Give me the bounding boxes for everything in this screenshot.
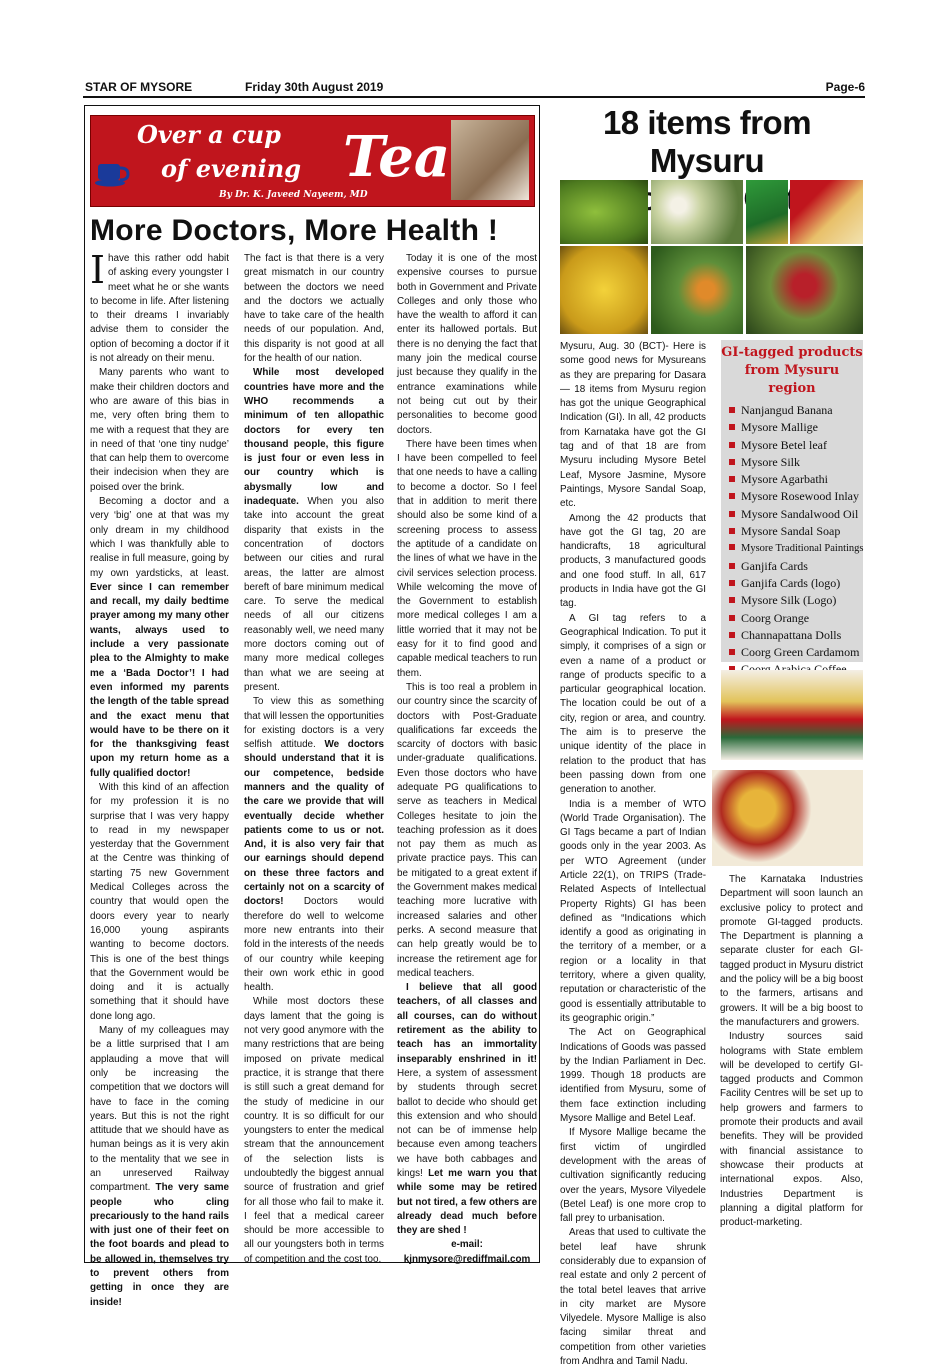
gi-article-column-2 bbox=[720, 873, 863, 1230]
bullet-square-icon bbox=[729, 649, 735, 655]
bullet-square-icon bbox=[729, 615, 735, 621]
gi-products-box bbox=[721, 340, 863, 662]
paragraph: Among the 42 products that have got the GI tag, 20 are handicrafts, 18 agricultural products, 3 manufactured goods and one food stuff. In all, 617 products in India have got the GI tag. bbox=[560, 512, 706, 610]
email-label: e-mail: bbox=[451, 1239, 483, 1251]
list-item: Coorg Orange bbox=[729, 610, 863, 627]
paragraph: This is too real a problem in our country since the scarcity of doctors with Post-Graduate qualifications far exceeds the scarcity of doctors with basic under-graduate qualifications. Even those doctors who have adequate PG qualifications to serve as teachers in Medical Colleges hesitate to join the teaching profession as it does not pay them as much as private practice pays. This can be mitigated to a great extent if the Government makes medical teaching more lucrative with increased salaries and other perks. A second measure that can help greatly would be to increase the retirement age for medical teachers. bbox=[397, 681, 537, 979]
bullet-square-icon bbox=[729, 407, 735, 413]
list-item: Mysore Sandalwood Oil bbox=[729, 506, 863, 523]
paragraph: The Act on Geographical Indications of Goods was passed by the Indian Parliament in Dec. 1999. Though 18 products are identified from Mysuru, some of them face extinction including Mysore Mallige and Betel Leaf. bbox=[560, 1027, 706, 1125]
paragraph: India is a member of WTO (World Trade Organisation). The GI Tags became a part of Indian goods only in the year 2003. As per WTO Agreement (under Article 22(1), on TRIPS (Trade-Related Aspects of Intellectual Property Rights) GI has been defined as “Indications which identify a good as originating in the territory of a member, or a region or a locality in that territory, where a given quality, reputation or characteristic of the good is essentially attributable to its geographic origin.” bbox=[560, 798, 706, 1024]
ganjifa-cards-photo bbox=[712, 770, 863, 866]
paragraph: Many parents who want to make their children doctors and who are aware of this bias in me, very often bring them to me with a request that they are in need of that ‘one tiny nudge’ that can help them to overcome their indecision when they are poised over the brink. bbox=[90, 367, 229, 493]
paragraph: Industry sources said holograms with State emblem will be developed to certify GI-tagged products and Common Facility Centres will be set up to help growers and farmers to promote their products and avail benefits. They will be provided with financial assistance to showcase their products at international expos. Also, Industries Department is planning a digital platform for product-marketing. bbox=[720, 1031, 863, 1229]
gi-box-title: GI-tagged products from Mysuru region bbox=[721, 345, 863, 396]
banana-photo bbox=[560, 246, 648, 334]
list-item: Channapattana Dolls bbox=[729, 627, 863, 644]
list-item: Mysore Mallige bbox=[729, 419, 863, 436]
paragraph: While most developed countries have more and the WHO recommends a minimum of ten allopathic doctors for every ten thousand people, this figure is just four or even less in our country which is abysmally low and inadequate. When you also take into account the great disparity that exists in the concentration of doctors between our cities and rural areas, the latter are almost bereft of bare minimum medical care. To serve the medical needs of all our citizens reasonably well, we need many more doctors coming out of many more medical colleges than what we are seeing at present. bbox=[244, 367, 384, 693]
page-header bbox=[83, 78, 865, 98]
coffee-berries-photo bbox=[746, 246, 863, 334]
orange-tree-photo bbox=[651, 246, 743, 334]
bullet-square-icon bbox=[729, 580, 735, 586]
page-number: Page-6 bbox=[825, 80, 865, 94]
list-item: Ganjifa Cards bbox=[729, 558, 863, 575]
paragraph: While most doctors these days lament that the going is not very good anymore with the many restrictions that are being imposed on private medical practice, it is strange that there is still such a great demand for the study of medicine in our country. It is so difficult for our youngsters to enter the medical stream that the announcement of the selection lists is undoubtedly the biggest annual source of frustration and grief for all those who fail to make it. I feel that a medical career should be more accessible to all our youngsters both in terms of competition and the cost too. bbox=[244, 996, 384, 1265]
issue-date: Friday 30th August 2019 bbox=[245, 80, 384, 94]
banner-line2: of evening bbox=[161, 154, 301, 183]
article-column-2 bbox=[244, 252, 384, 1267]
bullet-square-icon bbox=[729, 544, 735, 550]
paragraph: Areas that used to cultivate the betel leaf have shrunk considerably due to expansion of real estate and only 2 percent of the total betel leaves that arrive in city market are Mysore Vilyedele. Mysore Mallige is also facing similar threat and competition from other varieties from Andhra and Tamil Nadu. bbox=[560, 1227, 706, 1368]
bullet-square-icon bbox=[729, 459, 735, 465]
sandal-soap-photo bbox=[790, 180, 863, 244]
list-item: Ganjifa Cards (logo) bbox=[729, 575, 863, 592]
gi-products-list bbox=[729, 402, 863, 679]
list-item: Mysore Sandal Soap bbox=[729, 523, 863, 540]
teacup-icon bbox=[95, 160, 131, 188]
bullet-square-icon bbox=[729, 632, 735, 638]
paragraph: Many of my colleagues may be a little surprised that I am applauding a move that will only be increasing the competition that we doctors will have to face in the coming years. But this is not the right attitude that we should have as human beings as it is very akin to the mentality that we see in an unreserved Railway compartment. The very same people who cling precariously to the hand rails with just one of their feet on the foot boards and plead to be allowed in, themselves try to prevent others from getting in once they are inside! bbox=[90, 1025, 229, 1308]
silk-saree-photo bbox=[746, 180, 788, 244]
paragraph: Today it is one of the most expensive courses to pursue both in Government and Private Colleges and only those who have the wealth to afford it can enter its hallowed portals. But there is no denying the fact that many join the medical course just because they qualify in the entrance examinations while not being cut out by their personalities to become good doctors. bbox=[397, 253, 537, 436]
paragraph: The Karnataka Industries Department will soon launch an exclusive policy to protect and promote GI-tagged products. The Department is planning a separate cluster for each GI-tagged product in Mysuru district and the policy will be a big boost to the farmers, artisans and growers. It will be a big boost to the manufacturers and growers. bbox=[720, 874, 863, 1028]
list-item: Mysore Traditional Paintings bbox=[729, 540, 863, 557]
list-item: Coorg Green Cardamom bbox=[729, 644, 863, 661]
byline: By Dr. K. Javeed Nayeem, MD bbox=[219, 190, 368, 200]
column-banner bbox=[90, 115, 535, 207]
paragraph: Becoming a doctor and a very ‘big’ one at that was my only dream in my childhood which I was thankfully able to realise in full measure, going by my own yardsticks, at least. Ever since I can remember and recall, my daily bedtime prayer among my many other wants, always used to include a very passionate plea to the Almighty to make me a ‘Bada Doctor’! I had even informed my parents the length of the table spread and the exact menu that would have to be there on it for the thanksgiving feast upon my return home as a fully qualified doctor! bbox=[90, 496, 229, 779]
article-column-3 bbox=[397, 252, 537, 1267]
author-email: kjnmysore@rediffmail.com bbox=[403, 1253, 531, 1265]
jasmine-photo bbox=[651, 180, 743, 244]
list-item: Mysore Silk (Logo) bbox=[729, 592, 863, 609]
paragraph: A GI tag refers to a Geographical Indication. To put it simply, it comprises of a sign or even a name of a product or range of products specific to a particular geographical location. The location could be out of a city, region or area, and country. The aim is to preserve the unique identity of the place in relation to the product that has been passing down from one generation to another. bbox=[560, 612, 706, 796]
paragraph: The fact is that there is a very great mismatch in our country between the doctors we need and the doctors we actually have to take care of the health needs of our population. And, this disparity is not good at all for the health of our nation. bbox=[244, 253, 384, 365]
article-headline: More Doctors, More Health ! bbox=[90, 214, 499, 247]
list-item: Mysore Agarbathi bbox=[729, 471, 863, 488]
bullet-square-icon bbox=[729, 493, 735, 499]
paragraph: If Mysore Mallige became the first victim of ungirdled development with the areas of cultivation significantly reducing over the years, Mysore Vilyedele (Betel Leaf) is one more crop to fall prey to urbanisation. bbox=[560, 1127, 706, 1225]
bullet-square-icon bbox=[729, 511, 735, 517]
gi-article-column-1 bbox=[560, 340, 706, 1369]
bullet-square-icon bbox=[729, 424, 735, 430]
list-item: Mysore Rosewood Inlay bbox=[729, 488, 863, 505]
bullet-square-icon bbox=[729, 442, 735, 448]
paragraph: With this kind of an affection for my profession it is no surprise that I was very happy to read in my newspaper yesterday that the Government at the Centre was thinking of starting 75 new Government Medical Colleges across the country that would open the doors every year to nearly 16,000 young aspirants wanting to become doctors. This is one of the best things that the Government would be doing and it is actually something that it should have done long ago. bbox=[90, 781, 229, 1022]
author-photo bbox=[451, 120, 529, 200]
bullet-square-icon bbox=[729, 563, 735, 569]
paragraph: To view this as something that will lessen the opportunities for existing doctors is a very selfish attitude. We doctors should understand that it is our competence, bedside manners and the quality of the care we provide that will eventually decide whether patients come to us or not. And, it is also very fair that our earnings should depend on these three factors and certainly not on a scarcity of doctors! Doctors would therefore do well to welcome more new entrants into their fold in the interests of the needs of our country while keeping their own work ethic in good health. bbox=[244, 696, 385, 994]
publication-name: STAR OF MYSORE bbox=[85, 80, 193, 94]
bullet-square-icon bbox=[729, 528, 735, 534]
list-item: Mysore Silk bbox=[729, 454, 863, 471]
gi-article-headline: 18 items from Mysuru bbox=[602, 104, 812, 179]
bullet-square-icon bbox=[729, 597, 735, 603]
paragraph: I believe that all good teachers, of all classes and all courses, can do without retirement as the ability to teach has an immortality inseparably enshrined in it! Here, a system of assessment by students through secret ballot to decide who should get this extension and who should not can be of immense help because even among teachers we have both cabbages and kings! Let me warn you that while some may be retired but not tired, a few others are already dead much before they are shed ! bbox=[397, 982, 537, 1237]
header-rule bbox=[83, 96, 865, 98]
bullet-square-icon bbox=[729, 476, 735, 482]
drop-cap: I bbox=[90, 248, 106, 292]
banner-tea-word: Tea bbox=[343, 124, 451, 190]
paragraph: There have been times when I have been compelled to feel that one needs to have a calling to become a doctor. So I feel that in addition to merit there should also be some kind of a screening process to assess the aptitude of a candidate on the lines of what we have in the civil services selection process. While welcoming the move of the Government to establish more medical colleges I am a little worried that it may not be easy for it to find good and capable medical teachers to run them. bbox=[397, 438, 537, 679]
paragraph: Ihave this rather odd habit of asking every youngster I meet what he or she wants to become in life. After listening to their dreams I invariably advise them to consider the option of becoming a doctor if it is not already on their menu. bbox=[90, 248, 229, 365]
channapattana-dolls-photo bbox=[721, 670, 863, 760]
banner-line1: Over a cup bbox=[137, 120, 281, 149]
list-item: Mysore Betel leaf bbox=[729, 437, 863, 454]
article-column-1 bbox=[90, 248, 229, 1310]
paragraph: Mysuru, Aug. 30 (BCT)- Here is some good news for Mysureans as they are preparing for Dasara — 18 items from Mysuru region has got the unique Geographical Indication (GI). In all, 42 products from Karnataka have got the GI tag and of that 18 are from Mysuru including Mysore Betel Leaf, Mysore Jasmine, Mysore Paintings, Mysore Sandal Soap, etc. bbox=[560, 341, 706, 510]
betel-leaf-photo bbox=[560, 180, 648, 244]
list-item: Nanjangud Banana bbox=[729, 402, 863, 419]
